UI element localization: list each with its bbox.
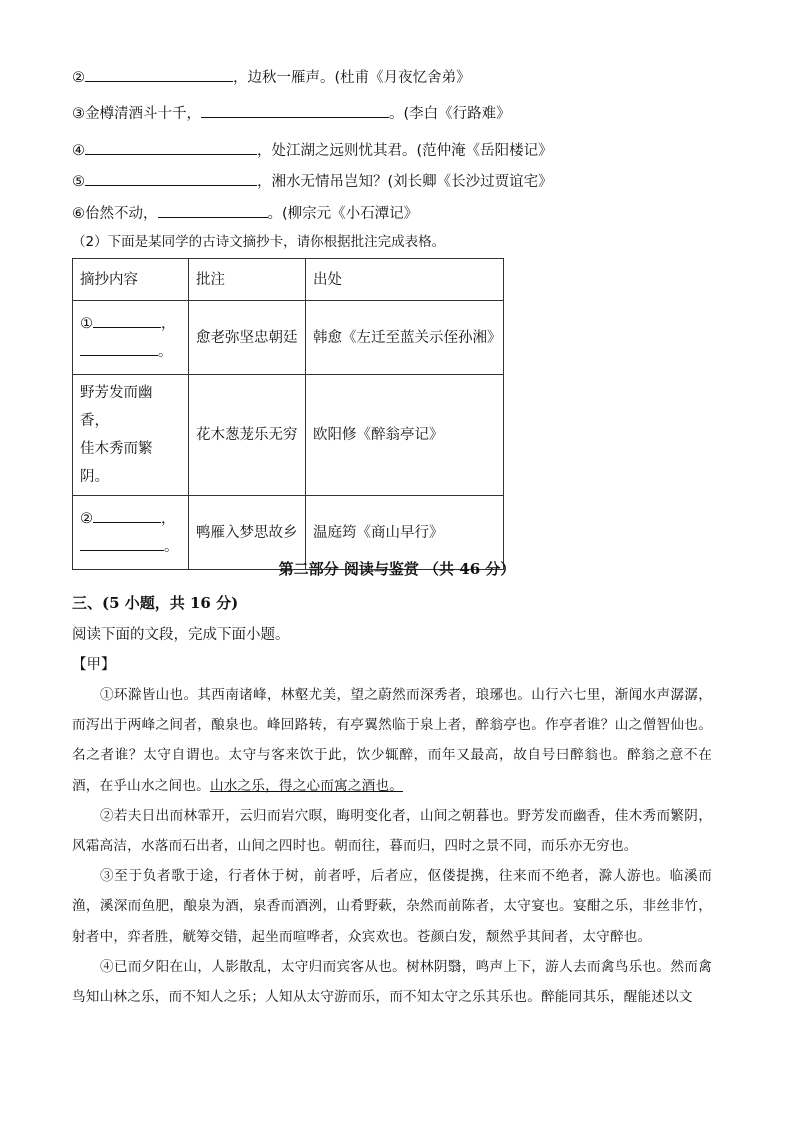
cell-prefix: ① [80,315,93,332]
content-cell [73,375,189,496]
answer-blank[interactable] [80,341,158,356]
cell-punct: ， [161,315,176,332]
fill-line-6 [72,202,418,224]
note-cell: 愈老弥坚忠朝廷 [189,301,306,375]
paragraph-4: ④已而夕阳在山，人影散乱，太守归而宾客从也。树林阴翳，鸣声上下，游人去而禽鸟乐也。然而禽鸟知山林之乐，而不知人之乐；人知从太守游而乐，而不知太守之乐其乐也。醉能同其乐，醒能述以文 [72,958,712,1006]
line-prefix: ② [72,70,85,86]
answer-blank[interactable] [93,508,161,523]
line-suffix: ，处江湖之远则忧其君。(范仲淹《岳阳楼记》 [257,143,553,159]
fill-line-4 [72,139,553,161]
note-cell: 花木葱茏乐无穷 [189,375,306,496]
answer-blank[interactable] [93,313,161,328]
excerpt-table [72,258,504,570]
header-content: 摘抄内容 [73,259,189,301]
answer-blank[interactable] [158,202,268,218]
source-cell: 温庭筠《商山早行》 [306,496,504,570]
line-suffix: ，边秋一雁声。(杜甫《月夜忆舍弟》 [233,70,471,86]
fill-line-3 [72,102,511,124]
line-prefix: ④ [72,143,85,159]
cell-punct: 。 [158,343,173,360]
paragraph-3: ③至于负者歌于途，行者休于树，前者呼，后者应，伛偻提携，往来而不绝者，滁人游也。临溪而渔，溪深而鱼肥，酿泉为酒，泉香而酒洌，山肴野蔌，杂然而前陈者，太守宴也。宴酣之乐，非丝非竹，射者中，弈者胜，觥筹交错，起坐而喧哗者，众宾欢也。苍颜白发，颓然乎其间者，太守醉也。 [72,868,712,945]
table-row [73,375,504,496]
answer-blank[interactable] [80,536,164,551]
section-title: 第二部分 阅读与鉴赏 （共 46 分） [278,560,516,578]
part3-intro: 阅读下面的文段，完成下面小题。 [72,627,290,643]
answer-blank[interactable] [201,102,389,118]
paragraph-text: ①环滁皆山也。其西南诸峰，林壑尤美，望之蔚然而深秀者，琅琊也。山行六七里，渐闻水声潺潺，而泻出于两峰之间者，酿泉也。峰回路转，有亭翼然临于泉上者，醉翁亭也。作亭者谁？山之僧智仙也。名之者谁？太守自谓也。太守与客来饮于此，饮少辄醉，而年又最高，故自号曰醉翁也。醉翁之意不在酒，在乎山水之间也。 [72,687,712,794]
part3-heading: 三、(5 小题，共 16 分) [72,594,239,612]
question-2-prompt: （2）下面是某同学的古诗文摘抄卡，请你根据批注完成表格。 [72,234,446,250]
cell-punct: ， [161,510,176,527]
answer-blank[interactable] [85,139,257,155]
source-cell: 韩愈《左迁至蓝关示侄孙湘》 [306,301,504,375]
cell-line: 佳木秀而繁阴。 [80,441,153,485]
header-source: 出处 [306,259,504,301]
cell-prefix: ② [80,510,93,527]
line-prefix: ⑥佁然不动， [72,206,158,222]
paragraph-1 [72,680,712,801]
line-suffix: 。(柳宗元《小石潭记》 [267,206,419,222]
note-cell: 鸭雁入梦思故乡 [189,496,306,570]
fill-line-5 [72,170,553,192]
table-row [73,301,504,375]
table-header-row [73,259,504,301]
passage-label: 【甲】 [72,657,116,673]
content-cell [73,301,189,375]
fill-line-2 [72,66,471,88]
answer-blank[interactable] [85,170,257,186]
line-prefix: ③金樽清酒斗十千， [72,106,201,122]
underlined-sentence: 山水之乐，得之心而寓之酒也。 [209,777,404,794]
line-suffix: ，湘水无情吊岂知？(刘长卿《长沙过贾谊宅》 [257,174,553,190]
line-suffix: 。(李白《行路难》 [389,106,511,122]
header-note: 批注 [189,259,306,301]
answer-blank[interactable] [85,66,233,82]
cell-line: 野芳发而幽香， [80,385,153,429]
paragraph-2: ②若夫日出而林霏开，云归而岩穴暝，晦明变化者，山间之朝暮也。野芳发而幽香，佳木秀而繁阴，风霜高洁，水落而石出者，山间之四时也。朝而往，暮而归，四时之景不同，而乐亦无穷也。 [72,807,712,855]
cell-punct: 。 [164,538,179,555]
line-prefix: ⑤ [72,174,85,190]
passage [72,680,712,1012]
source-cell: 欧阳修《醉翁亭记》 [306,375,504,496]
